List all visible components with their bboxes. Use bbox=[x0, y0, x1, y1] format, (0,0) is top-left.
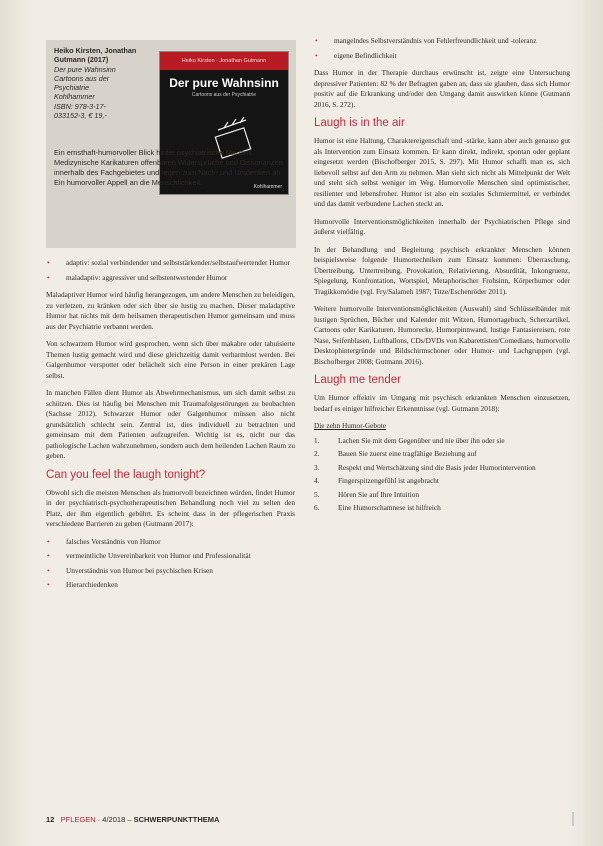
book-subtitle-1: Cartoons aus der bbox=[54, 73, 110, 83]
list-item: • maladaptiv: aggressiver und selbstentwertender Humor bbox=[46, 273, 295, 284]
item-number: 6. bbox=[314, 503, 320, 512]
book-isbn-price: 033152-3, € 19,- bbox=[54, 111, 107, 121]
section-name: SCHWERPUNKTTHEMA bbox=[133, 815, 220, 824]
section-heading: Laugh is in the air bbox=[314, 117, 405, 129]
list-item bbox=[314, 490, 570, 501]
list-item bbox=[314, 436, 570, 447]
item-text: Fingerspitzengefühl ist angebracht bbox=[338, 476, 439, 485]
list-item: • adaptiv: sozial verbindender und selbststärkender/selbstaufwertender Humor bbox=[46, 258, 295, 269]
item-number: 5. bbox=[314, 489, 320, 499]
item-text: Eine Humorschamnese ist hilfreich bbox=[338, 503, 441, 512]
paragraph: Weitere humorvolle Interventionsmöglichkeiten (Auswahl) sind Schlüsselbänder mit lustigen Sprüchen, Bücher und Kalender mit Witzen, Humortagebuch, Scherzartikel, Cartoons oder Karikaturen, Humorecke, Humorpinnwand, lustige Fantasiereisen, rote Nase, Seifenblasen, Luftballons, CDs/DVDs von Kabarettisten/Comedians, humorvolle Desktophintergründe und Bildschirmschoner oder Humor- und Lachgruppen (vgl. Bischofberger 2008; Gutmann 2016). bbox=[314, 304, 570, 366]
list-item: • eigene Befindlichkeit bbox=[314, 51, 570, 62]
book-publisher: Kohlhammer bbox=[54, 92, 95, 102]
list-item bbox=[314, 476, 570, 487]
book-subtitle-2: Psychiatrie bbox=[54, 83, 90, 93]
book-description: Ein ernsthaft-humorvoller Blick hinter psychiatrische Mauern. Medizynische Karikaturen offenbaren Widersprüche und Dissonanzen innerhalb des Fachgebietes und regen zum Nach- und Umdenken an. Ein humorvoller Appell an die Menschlichkeit. bbox=[54, 148, 283, 187]
book-recommendation-box bbox=[46, 40, 296, 248]
book-author: Heiko Kirsten, Jonathan Gutmann (2017) bbox=[54, 46, 137, 65]
cover-subtitle: Cartoons aus der Psychiatrie bbox=[191, 92, 257, 98]
paragraph: Um Humor effektiv im Umgang mit psychisch erkrankten Menschen einzusetzen, bedarf es einiger hilfreicher Erkenntnisse (vgl. Gutmann 2018): bbox=[314, 393, 570, 413]
right-column bbox=[314, 36, 570, 517]
book-isbn: ISBN: 978-3-17- bbox=[54, 101, 106, 111]
book-info bbox=[54, 46, 150, 120]
list-item bbox=[314, 463, 570, 474]
issue-number: · 4/2018 – bbox=[97, 815, 132, 824]
list-item bbox=[314, 503, 570, 514]
paragraph: Dass Humor in der Therapie durchaus erwünscht ist, zeigte eine Untersuchung depressiver Patienten: 82 % der Befragten gaben an, dass sie glauben, dass sich Humor positiv auf die Erkrankung und/oder den Umgang damit auswirken könne (Gutmann 2016, S. 272). bbox=[314, 68, 570, 109]
list-item: • Hierarchiedenken bbox=[46, 580, 295, 591]
item-number: 4. bbox=[314, 476, 320, 485]
list-item: • Unverständnis von Humor bei psychischen Krisen bbox=[46, 566, 295, 577]
barriers-list-continued bbox=[314, 36, 570, 61]
left-column bbox=[46, 258, 295, 598]
list-item: • falsches Verständnis von Humor bbox=[46, 537, 295, 548]
paragraph: In manchen Fällen dient Humor als Abwehrmechanismus, um sich damit selbst zu schützen. Dies ist häufig bei Menschen mit Traumafolgestörungen zu beobachten (Sachsse 2012). Schwarzer Humor oder Galgenhumor müssen also nicht grundsätzlich schlecht sein. Zentral ist, dies individuell zu betrachten und gemeinsam mit dem Patienten aufzugreifen. Wichtig ist es, nicht nur das pathologische Lachen wahrzunehmen, sondern auch dem heilenden Lachen Raum zu geben. bbox=[46, 388, 295, 460]
paragraph: Humor ist eine Haltung, Charaktereigenschaft und -stärke, kann aber auch genauso gut als Intervention zum Einsatz kommen. Er kann direkt, indirekt, spontan oder geplant eingesetzt werden (Bischofberger 2015, S. 297). Mit Humor schafft man es, sich liebevoll selbst auf den Arm zu nehmen. Man sieht sich nicht als Mittelpunkt der Welt und steht sich selbst weniger im Weg. Humorvolle Menschen sind optimistischer, resilienter und lebensfroher. Humor ist also ein soziales Schmiermittel, er verbindet und das damit verbundene Lachen steckt an. bbox=[314, 136, 570, 208]
item-number: 2. bbox=[314, 449, 320, 458]
book-title: Der pure Wahnsinn bbox=[54, 64, 116, 74]
cover-title: Der pure Wahnsinn bbox=[169, 76, 279, 90]
item-text: Respekt und Wertschätzung sind die Basis jeder Humorintervention bbox=[338, 462, 536, 472]
subheading: Die zehn Humor-Gebote bbox=[314, 421, 386, 430]
item-text: Lachen Sie mit dem Gegenüber und nie über ihn oder sie bbox=[338, 435, 505, 445]
page-footer bbox=[46, 815, 219, 824]
section-heading: Can you feel the laugh tonight? bbox=[46, 468, 206, 481]
cover-publisher: Kohlhammer bbox=[253, 184, 282, 190]
page-number: 12 bbox=[46, 815, 55, 824]
paragraph: In der Behandlung und Begleitung psychisch erkrankter Menschen können beispielsweise folgende Humortechniken zum Einsatz kommen: Überraschung, Übertreibung, Untertreibung, Provokation, Relativierung, Absurdität, Inkongruenz, Spiegelung, Konfrontation, Wortspiel, Metaphorischer Frohsinn, Körperhumor oder Tragikkomödie (vgl. Fry/Salameh 1987; Titze/Eschenröder 2011). bbox=[314, 244, 570, 296]
item-number: 1. bbox=[314, 435, 320, 445]
item-number: 3. bbox=[314, 462, 320, 472]
page-edge-mark bbox=[572, 812, 574, 826]
humor-types-list bbox=[46, 258, 295, 283]
paragraph: Maladaptiver Humor wird häufig herangezogen, um andere Menschen zu beleidigen, zu verletzen, zu kränken oder sich über sie lustig zu machen. Dieser maladaptive Humor hat nichts mit dem heilsamen therapeutischen Humor gemeinsam und muss aus der Psychiatrie verbannt werden. bbox=[46, 290, 295, 331]
list-item: • vermeintliche Unvereinbarkeit von Humor und Professionalität bbox=[46, 551, 295, 562]
paragraph: Von schwarzem Humor wird gesprochen, wenn sich über makabre oder tabuisierte Themen lustig gemacht wird und diese gleichzeitig damit verharmlost werden. Bei Galgenhumor verspottet oder belächelt sich eine Person in einer prekären Lage selbst. bbox=[46, 339, 295, 380]
humor-rules-list bbox=[314, 436, 570, 514]
list-item bbox=[314, 449, 570, 460]
barriers-list bbox=[46, 537, 295, 591]
cover-authors: Heiko Kirsten · Jonathan Gutmann bbox=[160, 52, 288, 70]
list-item: • mangelndes Selbstverständnis von Fehlerfreundlichkeit und -toleranz bbox=[314, 36, 570, 47]
magazine-name: PFLEGEN bbox=[60, 815, 96, 824]
paragraph: Humorvolle Interventionsmöglichkeiten innerhalb der Psychiatrischen Pflege sind äußerst vielfältig. bbox=[314, 216, 570, 236]
item-text: Bauen Sie zuerst eine tragfähige Beziehung auf bbox=[338, 449, 477, 458]
paragraph: Obwohl sich die meisten Menschen als humorvoll bezeichnen würden, findet Humor in der psychiatrisch-psychotherapeutischen Behandlung noch viel zu selten den Platz, der ihm eigentlich gebührt. Es scheint dass in der pflegerischen Praxis verschiedene Barrieren zu geben (Gutmann 2017): bbox=[46, 487, 295, 528]
section-heading: Laugh me tender bbox=[314, 374, 401, 386]
item-text: Hören Sie auf Ihre Intuition bbox=[338, 489, 420, 499]
